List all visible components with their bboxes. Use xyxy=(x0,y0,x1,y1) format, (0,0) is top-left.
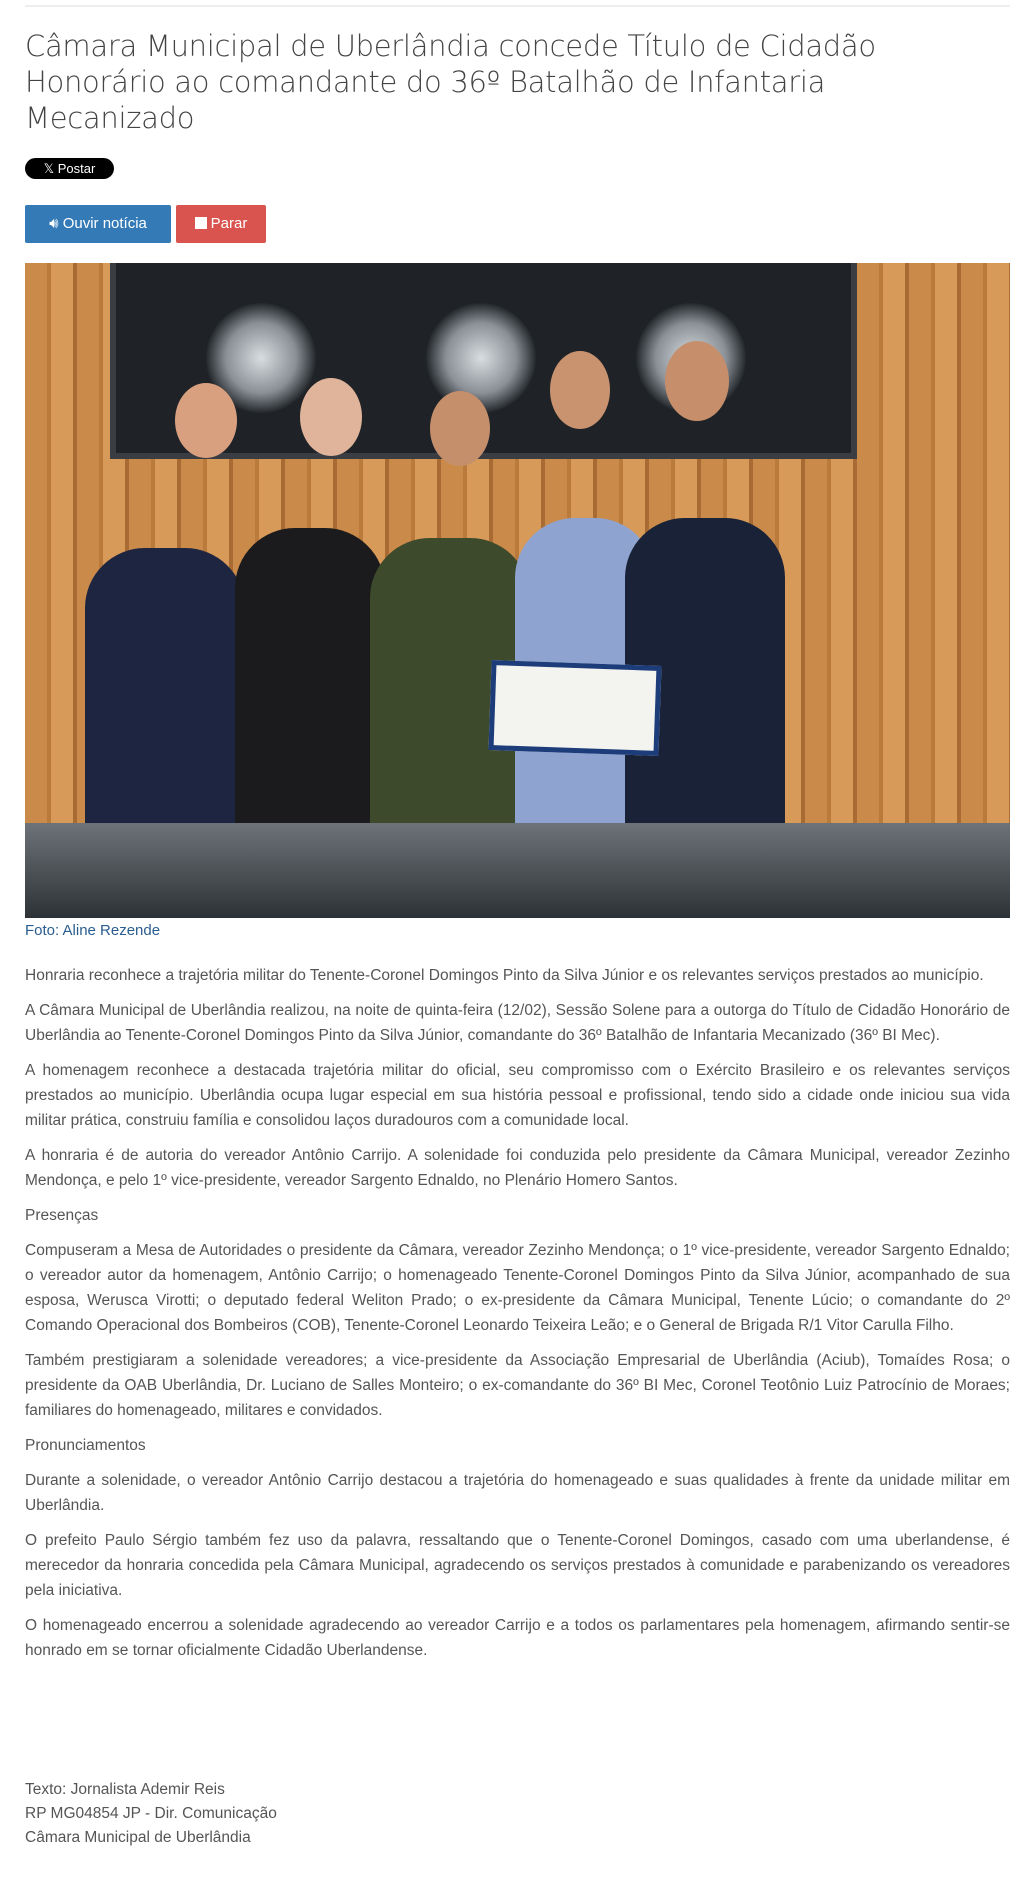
section-heading-pronunciamentos: Pronunciamentos xyxy=(25,1437,146,1454)
paragraph: A honraria é de autoria do vereador Antônio Carrijo. A solenidade foi conduzida pelo presidente da Câmara Municipal, vereador Zezinho Mendonça, e pelo 1º vice-presidente, vereador Sargento Ednaldo, no Plenário Homero Santos. xyxy=(25,1147,1010,1189)
credit-author: Texto: Jornalista Ademir Reis xyxy=(25,1781,225,1798)
x-post-button[interactable]: 𝕏 Postar xyxy=(25,158,114,179)
stop-label: Parar xyxy=(210,215,248,232)
paragraph: A homenagem reconhece a destacada trajetória militar do oficial, seu compromisso com o Exército Brasileiro e os relevantes serviços prestados ao município. Uberlândia ocupa lugar especial em sua história pessoal e profissional, tendo sido a cidade onde iniciou sua vida militar prática, construiu família e consolidou laços duradouros com a comunidade local. xyxy=(25,1062,1010,1129)
article-photo xyxy=(25,263,1010,918)
photo-caption: Foto: Aline Rezende xyxy=(25,922,161,939)
paragraph: O prefeito Paulo Sérgio também fez uso da palavra, ressaltando que o Tenente-Coronel Domingos, casado com uma uberlandense, é merecedor da honraria concedida pela Câmara Municipal, agradecendo os serviços prestados à comunidade e parabenizando os vereadores pela iniciativa. xyxy=(25,1532,1010,1599)
paragraph: Compuseram a Mesa de Autoridades o presidente da Câmara, vereador Zezinho Mendonça; o 1º vice-presidente, vereador Sargento Ednaldo; o vereador autor da homenagem, Antônio Carrijo; o homenageado Tenente-Coronel Domingos Pinto da Silva Júnior, acompanhado de sua esposa, Werusca Virotti; o deputado federal Weliton Prado; o ex-presidente da Câmara Municipal, Tenente Lúcio; o comandante do 2º Comando Operacional dos Bombeiros (COB), Tenente-Coronel Leonardo Teixeira Leão; e o General de Brigada R/1 Vitor Carulla Filho. xyxy=(25,1242,1010,1334)
listen-label: Ouvir notícia xyxy=(62,215,147,232)
paragraph: Durante a solenidade, o vereador Antônio Carrijo destacou a trajetória do homenageado e suas qualidades à frente da unidade militar em Uberlândia. xyxy=(25,1472,1010,1514)
stop-button[interactable] xyxy=(176,205,266,243)
top-divider xyxy=(25,5,1010,7)
diploma xyxy=(488,660,661,756)
person-1 xyxy=(85,548,245,848)
stop-icon xyxy=(195,217,207,229)
glass-table xyxy=(25,823,1010,918)
listen-news-button[interactable] xyxy=(25,205,171,243)
paragraph: A Câmara Municipal de Uberlândia realizou, na noite de quinta-feira (12/02), Sessão Solene para a outorga do Título de Cidadão Honorário de Uberlândia ao Tenente-Coronel Domingos Pinto da Silva Júnior, comandante do 36º Batalhão de Infantaria Mecanizado (36º BI Mec). xyxy=(25,1002,1010,1044)
person-2 xyxy=(235,528,385,848)
paragraph: O homenageado encerrou a solenidade agradecendo ao vereador Carrijo e a todos os parlamentares pela homenagem, afirmando sentir-se honrado em se tornar oficialmente Cidadão Uberlandense. xyxy=(25,1617,1010,1659)
credit-registration: RP MG04854 JP - Dir. Comunicação xyxy=(25,1805,277,1822)
speaker-icon: 🔊︎ xyxy=(49,215,63,232)
credit-organization: Câmara Municipal de Uberlândia xyxy=(25,1829,251,1846)
article-title: Câmara Municipal de Uberlândia concede Título de Cidadão Honorário ao comandante do 36º Batalhão de Infantaria Mecanizado xyxy=(25,29,876,135)
article-credits xyxy=(25,1778,277,1850)
section-heading-presencas: Presenças xyxy=(25,1207,99,1224)
paragraph: Honraria reconhece a trajetória militar do Tenente-Coronel Domingos Pinto da Silva Júnior e os relevantes serviços prestados ao município. xyxy=(25,967,984,984)
article-body xyxy=(25,963,1010,1673)
paragraph: Também prestigiaram a solenidade vereadores; a vice-presidente da Associação Empresarial de Uberlândia (Aciub), Tomaídes Rosa; o presidente da OAB Uberlândia, Dr. Luciano de Salles Monteiro; o ex-comandante do 36º BI Mec, Coronel Teotônio Luiz Patrocínio de Moraes; familiares do homenageado, militares e convidados. xyxy=(25,1352,1010,1419)
